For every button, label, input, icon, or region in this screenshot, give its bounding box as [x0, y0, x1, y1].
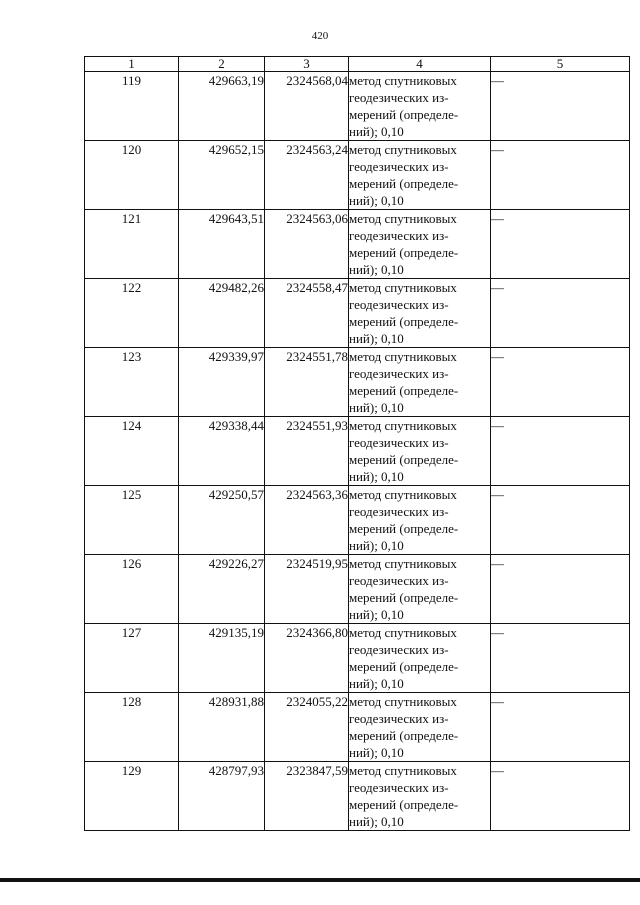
method-line: мерений (определе- — [349, 521, 459, 536]
point-number: 128 — [85, 693, 179, 762]
point-number: 124 — [85, 417, 179, 486]
method-line: ний); 0,10 — [349, 469, 404, 484]
method-line: геодезических из- — [349, 573, 449, 588]
method-line: ний); 0,10 — [349, 262, 404, 277]
table-row — [85, 624, 630, 693]
method-line: метод спутниковых — [349, 556, 457, 571]
method-line: мерений (определе- — [349, 245, 459, 260]
point-number: 121 — [85, 210, 179, 279]
method-cell — [349, 555, 491, 624]
method-line: метод спутниковых — [349, 211, 457, 226]
coordinate-y: 2324055,22 — [265, 693, 349, 762]
coordinate-y: 2324563,36 — [265, 486, 349, 555]
note-cell: — — [491, 555, 630, 624]
method-line: геодезических из- — [349, 228, 449, 243]
method-cell — [349, 486, 491, 555]
note-cell: — — [491, 417, 630, 486]
coordinate-y: 2324568,04 — [265, 72, 349, 141]
table-header — [85, 57, 630, 72]
coordinate-y: 2324551,93 — [265, 417, 349, 486]
method-line: мерений (определе- — [349, 728, 459, 743]
coordinate-x: 429663,19 — [179, 72, 265, 141]
note-cell: — — [491, 486, 630, 555]
header-row — [85, 57, 630, 72]
table-row — [85, 279, 630, 348]
point-number: 129 — [85, 762, 179, 831]
method-line: мерений (определе- — [349, 452, 459, 467]
coordinate-x: 429652,15 — [179, 141, 265, 210]
method-line: геодезических из- — [349, 297, 449, 312]
method-line: геодезических из- — [349, 366, 449, 381]
note-cell: — — [491, 279, 630, 348]
header-col-4: 4 — [349, 57, 491, 72]
table-row — [85, 693, 630, 762]
header-col-3: 3 — [265, 57, 349, 72]
point-number: 125 — [85, 486, 179, 555]
method-line: геодезических из- — [349, 159, 449, 174]
table-row — [85, 210, 630, 279]
coordinate-y: 2324551,78 — [265, 348, 349, 417]
header-col-1: 1 — [85, 57, 179, 72]
method-cell — [349, 417, 491, 486]
note-cell: — — [491, 348, 630, 417]
coordinate-y: 2324563,06 — [265, 210, 349, 279]
point-number: 120 — [85, 141, 179, 210]
method-line: мерений (определе- — [349, 314, 459, 329]
note-cell: — — [491, 624, 630, 693]
header-col-2: 2 — [179, 57, 265, 72]
coordinate-x: 429226,27 — [179, 555, 265, 624]
method-line: метод спутниковых — [349, 73, 457, 88]
method-line: метод спутниковых — [349, 487, 457, 502]
method-line: метод спутниковых — [349, 280, 457, 295]
note-cell: — — [491, 210, 630, 279]
table-row — [85, 141, 630, 210]
method-line: ний); 0,10 — [349, 400, 404, 415]
coordinate-y: 2324563,24 — [265, 141, 349, 210]
coordinate-x: 429339,97 — [179, 348, 265, 417]
table-row — [85, 555, 630, 624]
method-line: мерений (определе- — [349, 107, 459, 122]
method-line: метод спутниковых — [349, 625, 457, 640]
method-line: геодезических из- — [349, 642, 449, 657]
method-line: ний); 0,10 — [349, 814, 404, 829]
coordinate-x: 429482,26 — [179, 279, 265, 348]
header-col-5: 5 — [491, 57, 630, 72]
method-line: геодезических из- — [349, 711, 449, 726]
point-number: 122 — [85, 279, 179, 348]
method-line: геодезических из- — [349, 504, 449, 519]
method-line: ний); 0,10 — [349, 745, 404, 760]
method-line: метод спутниковых — [349, 418, 457, 433]
method-line: ний); 0,10 — [349, 676, 404, 691]
point-number: 127 — [85, 624, 179, 693]
method-cell — [349, 693, 491, 762]
method-line: мерений (определе- — [349, 383, 459, 398]
method-cell — [349, 141, 491, 210]
coordinate-x: 429250,57 — [179, 486, 265, 555]
method-line: мерений (определе- — [349, 797, 459, 812]
method-line: ний); 0,10 — [349, 331, 404, 346]
method-cell — [349, 210, 491, 279]
method-line: геодезических из- — [349, 90, 449, 105]
coordinate-y: 2324366,80 — [265, 624, 349, 693]
method-line: геодезических из- — [349, 780, 449, 795]
method-line: ний); 0,10 — [349, 193, 404, 208]
coordinate-x: 429135,19 — [179, 624, 265, 693]
table-row — [85, 417, 630, 486]
method-line: мерений (определе- — [349, 659, 459, 674]
note-cell: — — [491, 72, 630, 141]
method-line: ний); 0,10 — [349, 124, 404, 139]
table-body — [85, 72, 630, 831]
coordinate-y: 2324519,95 — [265, 555, 349, 624]
method-line: ний); 0,10 — [349, 538, 404, 553]
note-cell: — — [491, 762, 630, 831]
method-line: метод спутниковых — [349, 694, 457, 709]
method-cell — [349, 762, 491, 831]
table-row — [85, 762, 630, 831]
note-cell: — — [491, 141, 630, 210]
method-line: ний); 0,10 — [349, 607, 404, 622]
method-line: метод спутниковых — [349, 349, 457, 364]
table-row — [85, 486, 630, 555]
method-line: мерений (определе- — [349, 176, 459, 191]
coordinate-x: 429338,44 — [179, 417, 265, 486]
note-cell: — — [491, 693, 630, 762]
bottom-rule — [0, 878, 640, 882]
table-row — [85, 72, 630, 141]
table-row — [85, 348, 630, 417]
method-cell — [349, 72, 491, 141]
method-line: метод спутниковых — [349, 763, 457, 778]
point-number: 119 — [85, 72, 179, 141]
coordinates-table — [84, 56, 630, 831]
coordinate-x: 428797,93 — [179, 762, 265, 831]
coordinate-x: 429643,51 — [179, 210, 265, 279]
coordinate-y: 2323847,59 — [265, 762, 349, 831]
method-cell — [349, 624, 491, 693]
method-cell — [349, 348, 491, 417]
page-number: 420 — [311, 30, 329, 42]
coordinate-y: 2324558,47 — [265, 279, 349, 348]
method-line: метод спутниковых — [349, 142, 457, 157]
method-line: мерений (определе- — [349, 590, 459, 605]
point-number: 123 — [85, 348, 179, 417]
point-number: 126 — [85, 555, 179, 624]
coordinate-x: 428931,88 — [179, 693, 265, 762]
method-line: геодезических из- — [349, 435, 449, 450]
method-cell — [349, 279, 491, 348]
